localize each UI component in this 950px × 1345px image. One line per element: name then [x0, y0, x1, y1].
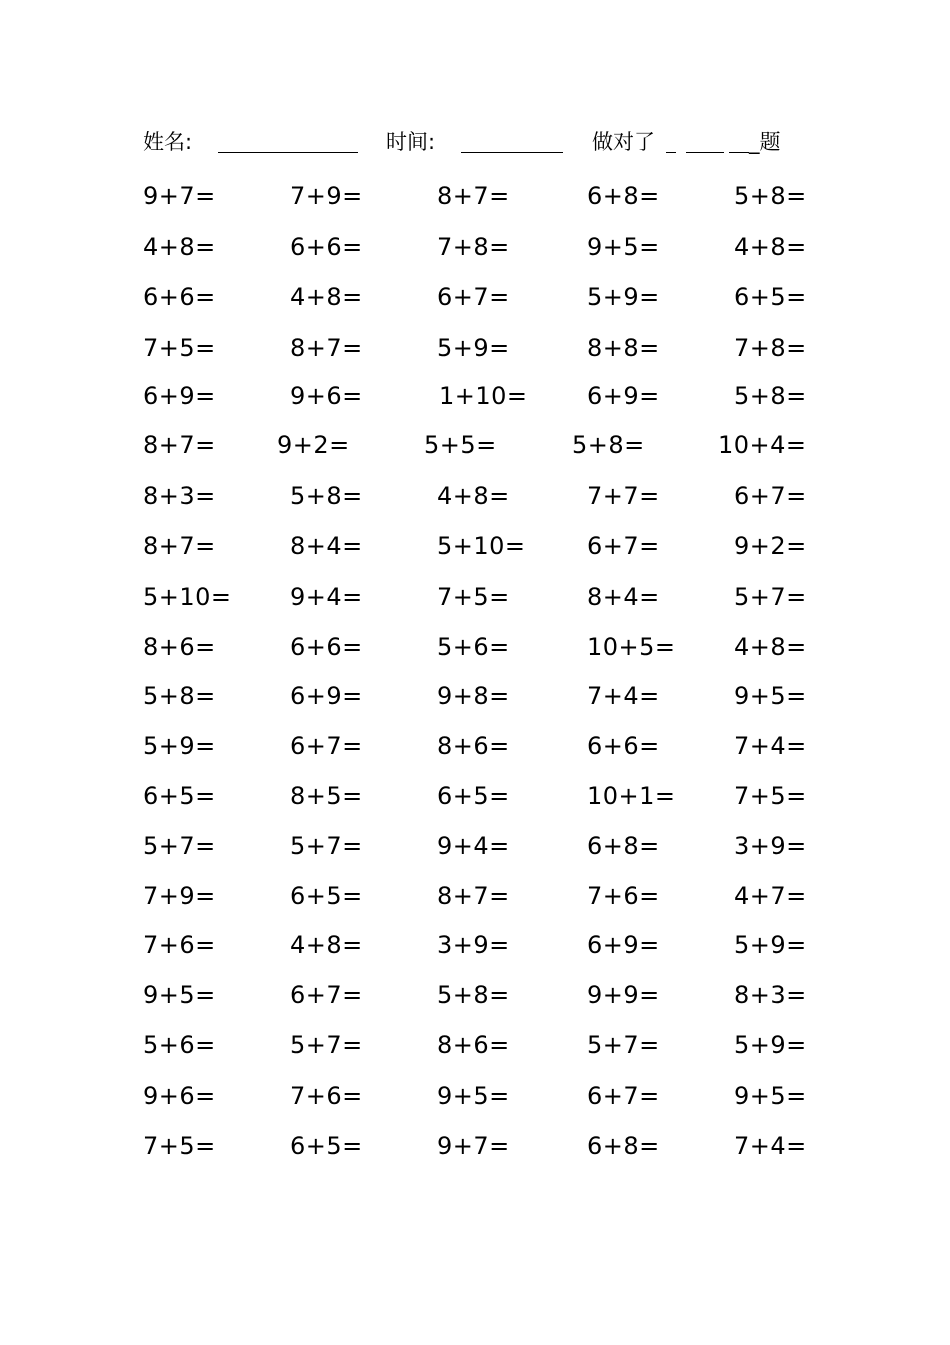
problem-item: 9+5= [437, 1082, 510, 1110]
problem-item: 7+8= [437, 233, 510, 261]
problem-item: 9+2= [734, 532, 807, 560]
problem-item: 7+9= [143, 882, 216, 910]
problem-item: 8+4= [290, 532, 363, 560]
problem-item: 6+6= [143, 283, 216, 311]
problem-item: 8+7= [437, 882, 510, 910]
name-label: 姓名: [143, 130, 193, 154]
problem-item: 10+1= [587, 782, 676, 810]
problem-item: 5+8= [290, 482, 363, 510]
problem-item: 5+10= [437, 532, 526, 560]
problem-item: 7+4= [587, 682, 660, 710]
problem-item: 5+7= [734, 583, 807, 611]
problem-item: 8+7= [143, 431, 216, 459]
problem-item: 4+8= [290, 931, 363, 959]
problem-item: 6+7= [437, 283, 510, 311]
problem-item: 4+8= [734, 633, 807, 661]
problem-item: 6+7= [290, 981, 363, 1009]
problem-item: 10+4= [718, 431, 807, 459]
problem-item: 1+10= [439, 382, 528, 410]
problem-item: 6+6= [290, 233, 363, 261]
problem-item: 5+8= [437, 981, 510, 1009]
problem-item: 8+6= [437, 732, 510, 760]
problem-item: 5+9= [143, 732, 216, 760]
problem-item: 7+6= [143, 931, 216, 959]
problem-item: 6+7= [587, 1082, 660, 1110]
problem-item: 6+6= [290, 633, 363, 661]
problem-item: 7+5= [143, 334, 216, 362]
problem-item: 6+9= [587, 931, 660, 959]
problem-item: 9+7= [437, 1132, 510, 1160]
problem-item: 5+5= [424, 431, 497, 459]
problem-item: 7+6= [290, 1082, 363, 1110]
problem-item: 5+10= [143, 583, 232, 611]
correct-count-label: 做对了 [592, 130, 655, 154]
problem-item: 8+7= [290, 334, 363, 362]
problem-item: 9+2= [277, 431, 350, 459]
problem-item: 5+9= [734, 931, 807, 959]
problem-item: 6+8= [587, 182, 660, 210]
problem-item: 6+5= [290, 882, 363, 910]
problem-item: 9+8= [437, 682, 510, 710]
problem-item: 5+8= [734, 182, 807, 210]
problem-item: 8+7= [143, 532, 216, 560]
problem-item: 5+8= [143, 682, 216, 710]
problem-item: 6+8= [587, 1132, 660, 1160]
problem-item: 6+7= [587, 532, 660, 560]
problem-item: 7+4= [734, 732, 807, 760]
problem-item: 8+4= [587, 583, 660, 611]
problem-item: 6+5= [290, 1132, 363, 1160]
problem-item: 6+5= [437, 782, 510, 810]
problem-item: 6+9= [587, 382, 660, 410]
problem-item: 6+7= [734, 482, 807, 510]
problem-item: 6+7= [290, 732, 363, 760]
problem-item: 7+7= [587, 482, 660, 510]
problem-item: 9+5= [734, 682, 807, 710]
problem-item: 7+4= [734, 1132, 807, 1160]
problem-item: 5+7= [587, 1031, 660, 1059]
problem-item: 5+9= [587, 283, 660, 311]
problem-item: 5+7= [290, 832, 363, 860]
problem-item: 9+5= [734, 1082, 807, 1110]
problem-item: 6+6= [587, 732, 660, 760]
problem-item: 8+3= [143, 482, 216, 510]
problem-item: 6+9= [290, 682, 363, 710]
problem-item: 8+7= [437, 182, 510, 210]
problem-item: 5+7= [143, 832, 216, 860]
problem-item: 4+8= [437, 482, 510, 510]
problem-item: 4+8= [734, 233, 807, 261]
problem-item: 5+8= [572, 431, 645, 459]
problem-item: 7+5= [734, 782, 807, 810]
problem-item: 7+6= [587, 882, 660, 910]
problem-item: 5+9= [437, 334, 510, 362]
problem-item: 8+6= [437, 1031, 510, 1059]
problem-item: 5+6= [437, 633, 510, 661]
time-label: 时间: [386, 130, 436, 154]
problem-item: 7+8= [734, 334, 807, 362]
problem-item: 9+5= [587, 233, 660, 261]
problem-item: 9+6= [143, 1082, 216, 1110]
problem-item: 5+6= [143, 1031, 216, 1059]
problem-item: 5+7= [290, 1031, 363, 1059]
problem-item: 9+5= [143, 981, 216, 1009]
problem-item: 6+5= [143, 782, 216, 810]
problem-item: 9+7= [143, 182, 216, 210]
problem-item: 4+8= [143, 233, 216, 261]
problem-item: 9+6= [290, 382, 363, 410]
problem-item: 8+8= [587, 334, 660, 362]
problem-item: 6+5= [734, 283, 807, 311]
problem-item: 5+9= [734, 1031, 807, 1059]
problem-item: 6+8= [587, 832, 660, 860]
problem-item: 6+9= [143, 382, 216, 410]
problem-item: 3+9= [437, 931, 510, 959]
problem-item: 4+8= [290, 283, 363, 311]
problem-item: 7+5= [437, 583, 510, 611]
problem-item: 9+4= [437, 832, 510, 860]
problem-item: 9+9= [587, 981, 660, 1009]
problem-item: 8+3= [734, 981, 807, 1009]
problem-item: 8+6= [143, 633, 216, 661]
problem-item: 7+5= [143, 1132, 216, 1160]
problem-item: 8+5= [290, 782, 363, 810]
problem-item: 7+9= [290, 182, 363, 210]
problem-item: 5+8= [734, 382, 807, 410]
problem-item: 3+9= [734, 832, 807, 860]
correct-count-suffix: _题 [749, 130, 781, 154]
problem-item: 4+7= [734, 882, 807, 910]
problem-item: 10+5= [587, 633, 676, 661]
problem-item: 9+4= [290, 583, 363, 611]
